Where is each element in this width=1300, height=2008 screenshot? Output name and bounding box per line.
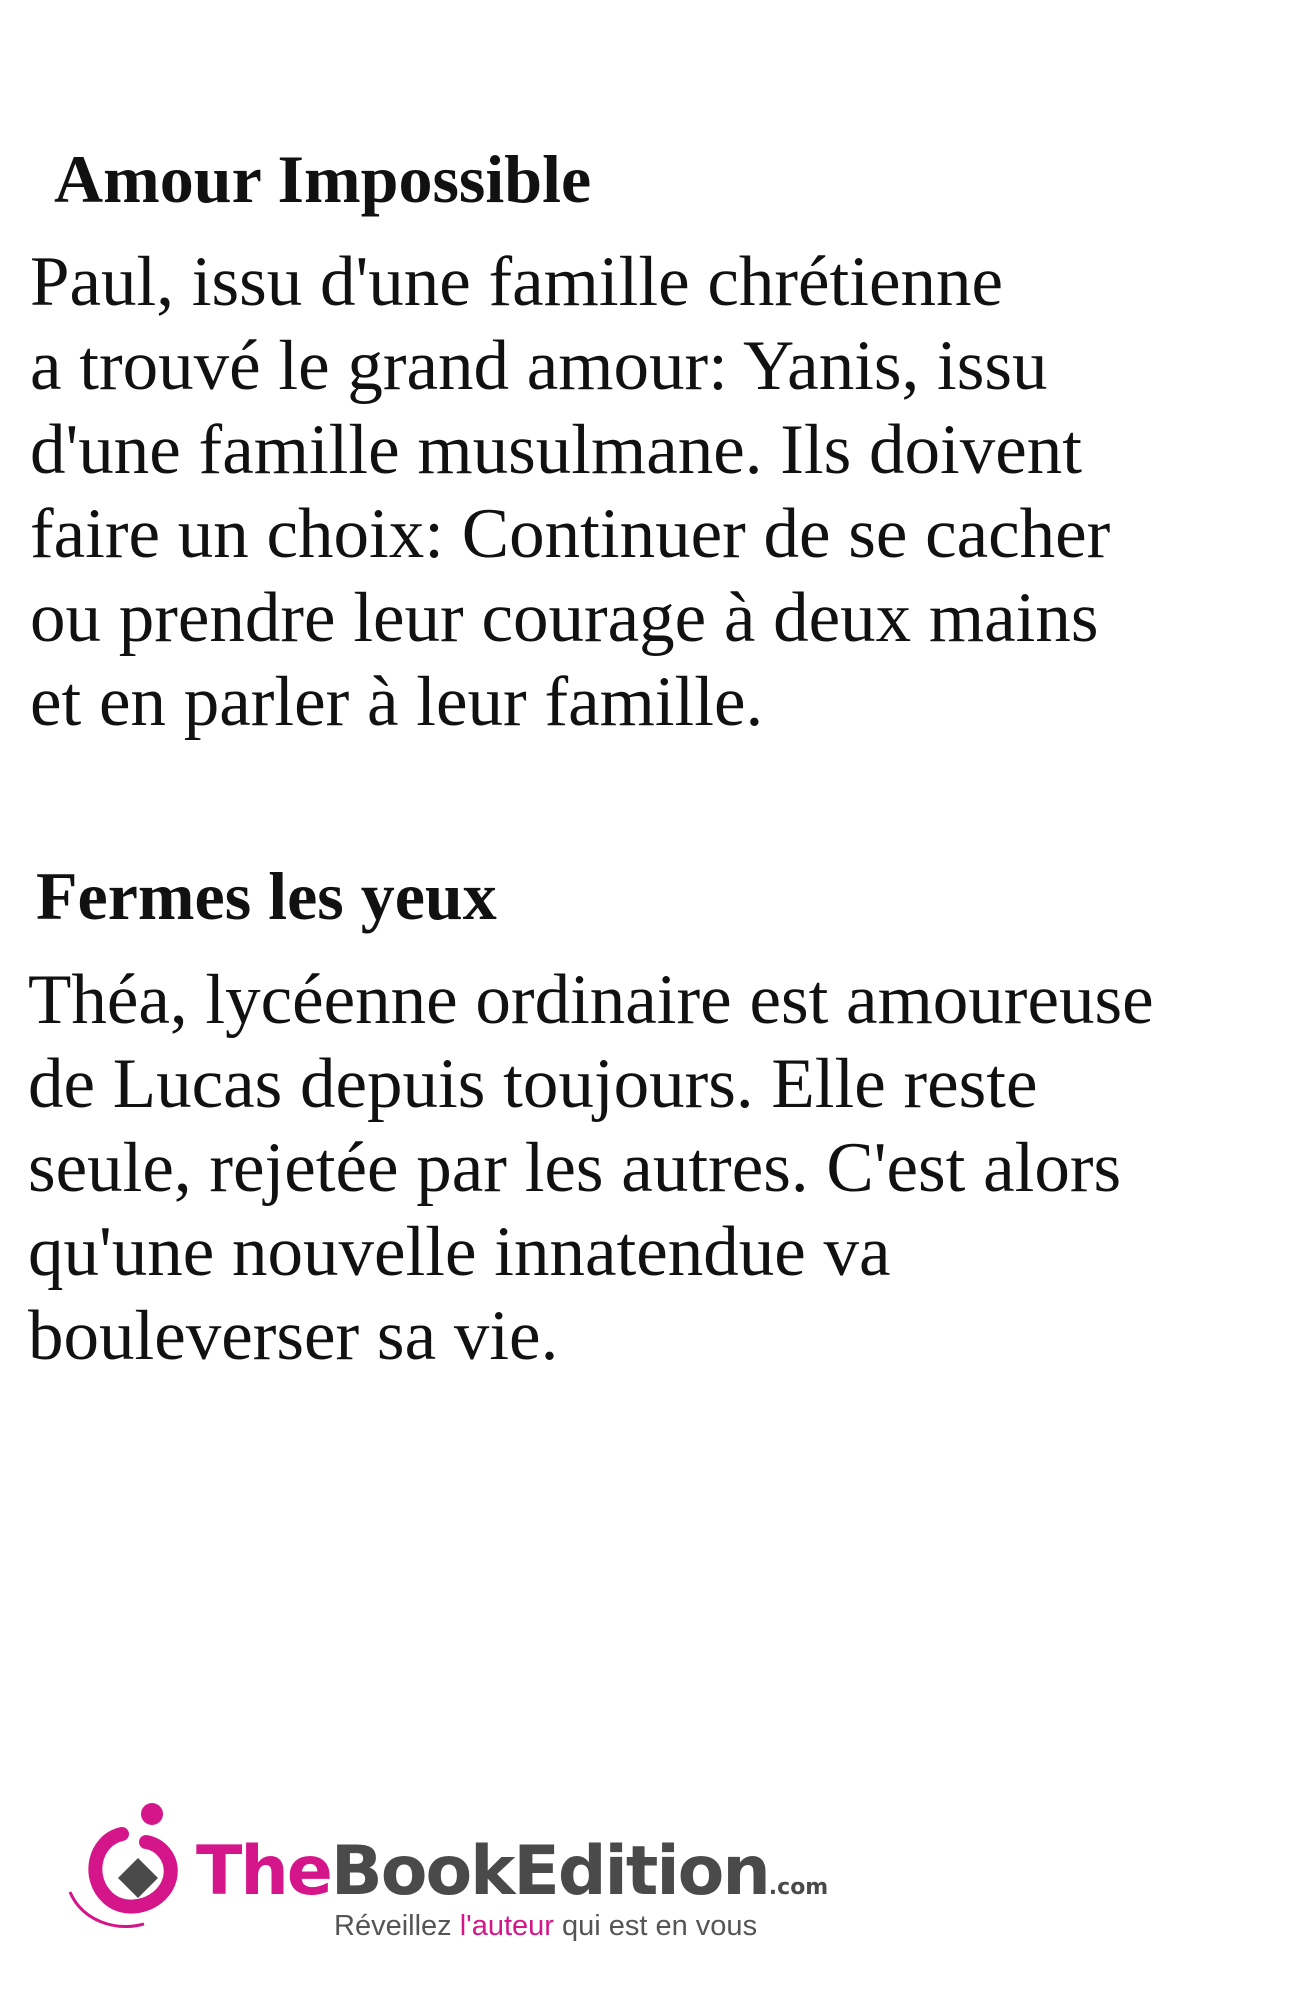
book-title: Amour Impossible <box>54 141 592 217</box>
book-blurb <box>30 240 1110 744</box>
blurb-line: ou prendre leur courage à deux mains <box>30 579 1099 657</box>
blurb-line: bouleverser sa vie. <box>28 1297 559 1375</box>
blurb-line: de Lucas depuis toujours. Elle reste <box>28 1045 1038 1123</box>
book-title: Fermes les yeux <box>36 858 497 934</box>
blurb-line: Paul, issu d'une famille chrétienne <box>30 243 1003 321</box>
thebookedition-logo <box>64 1800 864 1950</box>
brand-wordmark <box>196 1832 829 1911</box>
tagline-accent: l'auteur <box>459 1910 554 1942</box>
tagline-before: Réveillez <box>334 1910 460 1942</box>
blurb-line: d'une famille musulmane. Ils doivent <box>30 411 1082 489</box>
blurb-line: Théa, lycéenne ordinaire est amoureuse <box>28 961 1154 1039</box>
brand-the: The <box>196 1832 331 1911</box>
blurb-line: qu'une nouvelle innatendue va <box>28 1213 891 1291</box>
thebookedition-mark-icon <box>64 1800 194 1930</box>
blurb-line: et en parler à leur famille. <box>30 663 764 741</box>
tagline-after: qui est en vous <box>553 1910 758 1942</box>
blurb-line: seule, rejetée par les autres. C'est alors <box>28 1129 1122 1207</box>
brand-book-edition: BookEdition <box>330 1832 769 1911</box>
brand-tagline <box>334 1910 757 1943</box>
blurb-line: faire un choix: Continuer de se cacher <box>30 495 1111 573</box>
book-blurb <box>28 958 1154 1378</box>
brand-tld: .com <box>768 1875 829 1900</box>
blurb-line: a trouvé le grand amour: Yanis, issu <box>30 327 1048 405</box>
